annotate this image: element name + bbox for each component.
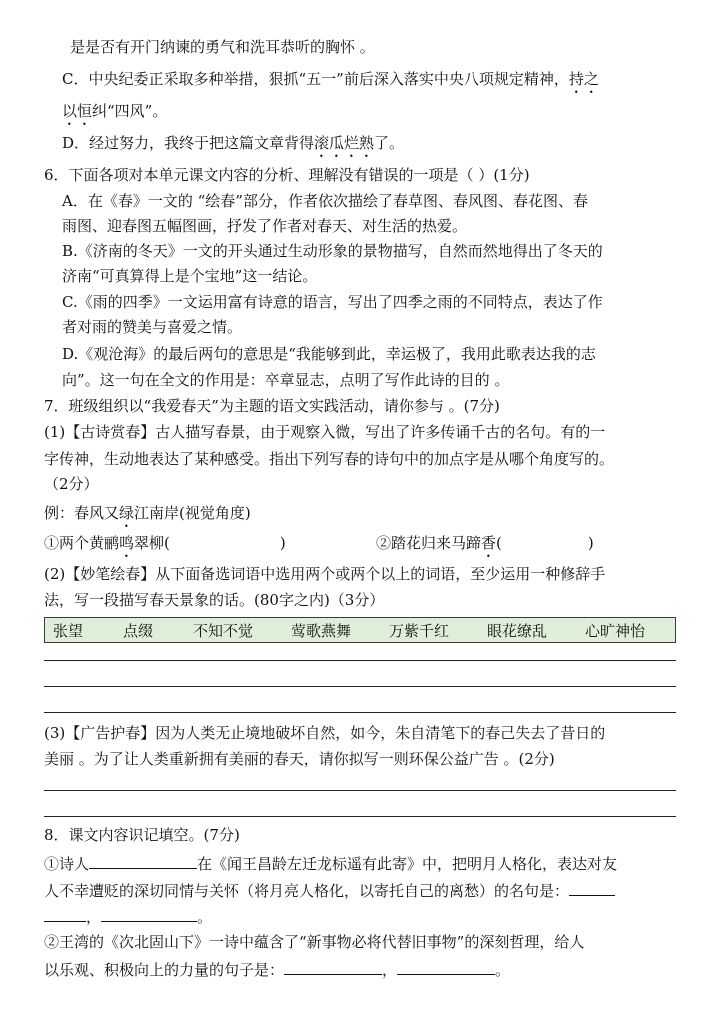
answer-line[interactable] (44, 790, 676, 791)
option-c-text: C．中央纪委正采取多种举措，狠抓“五一”前后深入落实中央八项规定精神， (62, 70, 569, 88)
fill-blank[interactable] (397, 958, 495, 975)
q7-part1-cont (44, 448, 720, 470)
answer-line[interactable] (44, 660, 676, 661)
q8-item2-cont (44, 958, 720, 981)
line-text: 是是否有开门纳谏的勇气和洗耳恭听的胸怀 。 (70, 38, 375, 56)
word-bank-item: 眼花缭乱 (487, 621, 548, 640)
example-line (44, 502, 720, 531)
answer-line[interactable] (44, 686, 676, 687)
word-bank-box (44, 617, 676, 643)
q6-option-d (62, 343, 720, 365)
word-bank-item: 点缀 (123, 621, 154, 640)
question-text: 法，写一段描写春天景象的话。(80字之内)（3分） (44, 591, 385, 609)
poem-text: ) (587, 534, 594, 552)
option-c-cont (62, 100, 720, 129)
punctuation: ， (382, 961, 398, 979)
question-text: (2)【妙笔绘春】从下面备选词语中选用两个或两个以上的词语，至少运用一种修辞手 (44, 565, 606, 583)
option-text: 济南“可真算得上是个宝地”这一结论。 (62, 267, 318, 285)
question-text: 字传神，生动地表达了某种感受。指出下列写春的诗句中的加点字是从哪个角度写的。 (44, 450, 615, 468)
q7-part3 (44, 722, 720, 744)
punctuation: 。 (495, 961, 511, 979)
poem-text: ①两个黄鹂 (44, 534, 120, 552)
word-bank-item: 莺歌燕舞 (291, 621, 352, 640)
q8-item1-blanks (44, 905, 720, 928)
question-text: 以乐观、积极向上的力量的句子是： (44, 961, 285, 979)
option-text: 向”。这一句在全文的作用是：卒章显志，点明了写作此诗的目的 。 (62, 371, 510, 389)
dotted-word: 绿 (119, 504, 135, 522)
q8-item1-cont (44, 879, 720, 902)
option-c-text: 纠“四风”。 (92, 102, 168, 120)
option-text: A．在《春》一文的 “绘春”部分，作者依次描绘了春草图、春风图、春花图、春 (62, 192, 588, 210)
option-text: 雨图、迎春图五幅图画，抒发了作者对春天、对生活的热爱。 (62, 217, 468, 235)
option-c (62, 68, 720, 97)
dotted-word: 滚瓜烂熟 (314, 134, 375, 152)
fill-blank[interactable] (569, 879, 615, 896)
poem-item-2 (376, 532, 720, 561)
question-7 (44, 395, 720, 417)
punctuation: 。 (197, 908, 213, 926)
option-text: D.《观沧海》的最后两句的意思是“我能够到此，幸运极了，我用此歌表达我的志 (62, 345, 596, 363)
q6-option-d-cont (62, 369, 720, 391)
punctuation: ， (86, 908, 102, 926)
q6-option-b (62, 240, 720, 262)
poem-text: ) (279, 534, 286, 552)
fill-blank[interactable] (44, 905, 86, 922)
poem-text: 翠柳( (134, 534, 170, 552)
q6-option-b-cont (62, 265, 720, 287)
option-d-text: 了。 (374, 134, 405, 152)
question-text: 8．课文内容识记填空。(7分) (44, 826, 240, 844)
word-bank-item: 万紫千红 (389, 621, 450, 640)
option-text: B.《济南的冬天》一文的开头通过生动形象的景物描写，自然而然地得出了冬天的 (62, 242, 603, 260)
question-text: ①诗人 (44, 855, 90, 873)
text-line (70, 36, 720, 58)
dotted-word: 香 (481, 534, 497, 552)
question-text: 人不幸遭贬的深切同情与关怀（将月亮人格化，以寄托自己的离愁）的名句是： (44, 882, 570, 900)
option-d-text: D．经过努力，我终于把这篇文章背得 (62, 134, 315, 152)
fill-blank[interactable] (89, 852, 197, 869)
q7-part1 (44, 421, 720, 443)
dotted-word: 持之 (568, 70, 599, 88)
example-text: 例：春风又 (44, 504, 120, 522)
fill-blank[interactable] (101, 905, 197, 922)
q7-part2 (44, 563, 720, 585)
question-6 (44, 164, 720, 186)
question-text: ②王湾的《次北固山下》一诗中蕴含了“新事物必将代替旧事物”的深刻哲理，给人 (44, 933, 585, 951)
option-text: 者对雨的赞美与喜爱之情。 (62, 318, 243, 336)
question-text: 6．下面各项对本单元课文内容的分析、理解没有错误的一项是（ ）(1分) (44, 166, 530, 184)
word-bank-item: 心旷神怡 (585, 621, 646, 640)
q8-item1 (44, 852, 720, 875)
question-text: 美丽 。为了让人类重新拥有美丽的春天，请你拟写一则环保公益广告 。(2分) (44, 750, 555, 768)
dotted-word: 鸣 (119, 534, 135, 552)
example-text: 江南岸(视觉角度) (134, 504, 251, 522)
q8-item2 (44, 931, 720, 953)
q7-part2-cont (44, 589, 720, 611)
question-text: 7．班级组织以“我爱春天”为主题的语文实践活动，请你参与 。(7分) (44, 397, 500, 415)
option-d (62, 132, 720, 161)
word-bank-item: 张望 (53, 621, 84, 640)
poem-text: ②踏花归来马蹄 (376, 534, 482, 552)
q6-option-c (62, 291, 720, 313)
fill-blank[interactable] (284, 958, 382, 975)
word-bank-item: 不知不觉 (193, 621, 254, 640)
question-8 (44, 824, 720, 846)
question-text: (1)【古诗赏春】古人描写春景，由于观察入微，写出了许多传诵千古的名句。有的一 (44, 423, 606, 441)
dotted-word: 以恒 (62, 102, 93, 120)
question-text: (3)【广告护春】因为人类无止境地破坏自然，如今，朱自清笔下的春己失去了昔日的 (44, 724, 606, 742)
q6-option-a-cont (62, 215, 720, 237)
answer-line[interactable] (44, 712, 676, 713)
q7-part1-score (44, 473, 720, 495)
q7-part3-cont (44, 748, 720, 770)
question-text: 在《闻王昌龄左迁龙标遥有此寄》中，把明月人格化，表达对友 (197, 855, 618, 873)
q6-option-a (62, 190, 720, 212)
poem-text: ( (496, 534, 502, 552)
option-text: C.《雨的四季》一文运用富有诗意的语言，写出了四季之雨的不同特点，表达了作 (62, 293, 603, 311)
question-text: （2分） (44, 475, 99, 493)
answer-line[interactable] (44, 816, 676, 817)
q6-option-c-cont (62, 316, 720, 338)
